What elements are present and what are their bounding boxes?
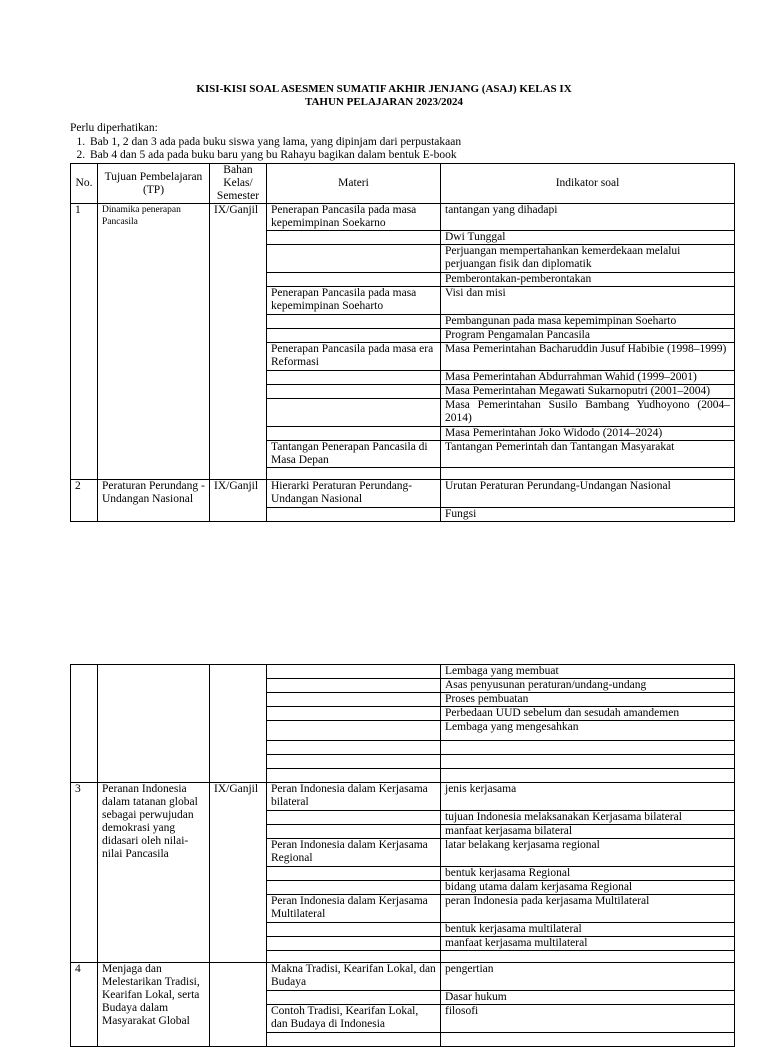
materi-cell: Penerapan Pancasila pada masa kepemimpinan Soekarno — [267, 204, 441, 231]
indikator-cell: Dasar hukum — [441, 991, 735, 1005]
table-header-row — [71, 164, 735, 204]
indikator-cell: bentuk kerjasama Regional — [441, 867, 735, 881]
kelas-cell: IX/Ganjil — [210, 783, 267, 963]
materi-cell — [267, 665, 441, 679]
notes-section — [70, 122, 461, 163]
materi-cell — [267, 741, 441, 755]
materi-cell — [267, 937, 441, 951]
indikator-cell — [441, 741, 735, 755]
header-tp: Tujuan Pembelajaran (TP) — [98, 164, 210, 204]
note-item: 1. Bab 1, 2 dan 3 ada pada buku siswa yang lama, yang dipinjam dari perpustakaan — [88, 136, 461, 150]
materi-cell — [267, 951, 441, 963]
kelas-cell: IX/Ganjil — [210, 480, 267, 522]
materi-cell — [267, 427, 441, 441]
materi-cell — [267, 707, 441, 721]
indikator-cell: filosofi — [441, 1005, 735, 1033]
indikator-cell: Perbedaan UUD sebelum dan sesudah amandemen — [441, 707, 735, 721]
tp-cell — [98, 665, 210, 783]
table-row — [71, 963, 735, 991]
indikator-cell: manfaat kerjasama bilateral — [441, 825, 735, 839]
table-row — [71, 204, 735, 231]
indikator-cell: peran Indonesia pada kerjasama Multilateral — [441, 895, 735, 923]
row-number: 2 — [71, 480, 98, 522]
materi-cell — [267, 245, 441, 273]
materi-cell — [267, 679, 441, 693]
materi-cell — [267, 468, 441, 480]
kelas-cell — [210, 665, 267, 783]
indikator-cell: Masa Pemerintahan Abdurrahman Wahid (1999–2001) — [441, 371, 735, 385]
note-item: 2. Bab 4 dan 5 ada pada buku baru yang bu Rahayu bagikan dalam bentuk E-book — [88, 149, 461, 163]
header-materi: Materi — [267, 164, 441, 204]
materi-cell — [267, 508, 441, 522]
materi-cell — [267, 315, 441, 329]
indikator-cell — [441, 1033, 735, 1047]
table-row — [71, 665, 735, 679]
materi-cell — [267, 231, 441, 245]
tp-cell: Peranan Indonesia dalam tatanan global sebagai perwujudan demokrasi yang didasari oleh nilai-nilai Pancasila — [98, 783, 210, 963]
indikator-cell: Perjuangan mempertahankan kemerdekaan melalui perjuangan fisik dan diplomatik — [441, 245, 735, 273]
indikator-cell — [441, 769, 735, 783]
indikator-cell: jenis kerjasama — [441, 783, 735, 811]
materi-cell — [267, 385, 441, 399]
materi-cell — [267, 273, 441, 287]
indikator-cell: Visi dan misi — [441, 287, 735, 315]
indikator-cell: bidang utama dalam kerjasama Regional — [441, 881, 735, 895]
materi-cell: Penerapan Pancasila pada masa era Reformasi — [267, 343, 441, 371]
kelas-cell: IX/Ganjil — [210, 204, 267, 480]
indikator-cell: Dwi Tunggal — [441, 231, 735, 245]
indikator-cell — [441, 951, 735, 963]
kelas-cell — [210, 963, 267, 1047]
materi-cell — [267, 1033, 441, 1047]
tp-cell: Dinamika penerapan Pancasila — [98, 204, 210, 480]
document-subtitle: TAHUN PELAJARAN 2023/2024 — [304, 96, 464, 108]
materi-cell — [267, 399, 441, 427]
kisi-kisi-table-page-1 — [70, 163, 735, 522]
header-bahan: Bahan Kelas/ Semester — [210, 164, 267, 204]
table-row — [71, 783, 735, 811]
indikator-cell — [441, 755, 735, 769]
materi-cell: Peran Indonesia dalam Kerjasama bilateral — [267, 783, 441, 811]
row-number — [71, 665, 98, 783]
materi-cell: Penerapan Pancasila pada masa kepemimpinan Soeharto — [267, 287, 441, 315]
tp-cell: Menjaga dan Melestarikan Tradisi, Kearifan Lokal, serta Budaya dalam Masyarakat Global — [98, 963, 210, 1047]
indikator-cell: pengertian — [441, 963, 735, 991]
indikator-cell: bentuk kerjasama multilateral — [441, 923, 735, 937]
table-row — [71, 480, 735, 508]
indikator-cell: latar belakang kerjasama regional — [441, 839, 735, 867]
document-title: KISI-KISI SOAL ASESMEN SUMATIF AKHIR JENJANG (ASAJ) KELAS IX — [196, 83, 572, 95]
indikator-cell: Pemberontakan-pemberontakan — [441, 273, 735, 287]
materi-cell: Peran Indonesia dalam Kerjasama Multilateral — [267, 895, 441, 923]
materi-cell — [267, 923, 441, 937]
indikator-cell: tujuan Indonesia melaksanakan Kerjasama bilateral — [441, 811, 735, 825]
notes-heading: Perlu diperhatikan: — [70, 122, 158, 134]
materi-cell: Contoh Tradisi, Kearifan Lokal, dan Budaya di Indonesia — [267, 1005, 441, 1033]
materi-cell — [267, 329, 441, 343]
indikator-cell: tantangan yang dihadapi — [441, 204, 735, 231]
row-number: 4 — [71, 963, 98, 1047]
materi-cell — [267, 769, 441, 783]
header-indikator: Indikator soal — [441, 164, 735, 204]
indikator-cell: Proses pembuatan — [441, 693, 735, 707]
indikator-cell: Masa Pemerintahan Susilo Bambang Yudhoyono (2004–2014) — [441, 399, 735, 427]
materi-cell — [267, 825, 441, 839]
materi-cell: Hierarki Peraturan Perundang-Undangan Nasional — [267, 480, 441, 508]
materi-cell — [267, 693, 441, 707]
indikator-cell: Asas penyusunan peraturan/undang-undang — [441, 679, 735, 693]
kisi-kisi-table-page-2 — [70, 664, 735, 1047]
materi-cell: Peran Indonesia dalam Kerjasama Regional — [267, 839, 441, 867]
materi-cell — [267, 881, 441, 895]
materi-cell — [267, 991, 441, 1005]
indikator-cell: Masa Pemerintahan Joko Widodo (2014–2024) — [441, 427, 735, 441]
indikator-cell: Lembaga yang membuat — [441, 665, 735, 679]
materi-cell — [267, 755, 441, 769]
row-number: 3 — [71, 783, 98, 963]
indikator-cell: manfaat kerjasama multilateral — [441, 937, 735, 951]
materi-cell — [267, 867, 441, 881]
tp-cell: Peraturan Perundang -Undangan Nasional — [98, 480, 210, 522]
materi-cell: Makna Tradisi, Kearifan Lokal, dan Budaya — [267, 963, 441, 991]
materi-cell — [267, 371, 441, 385]
notes-list — [70, 136, 461, 163]
indikator-cell: Tantangan Pemerintah dan Tantangan Masyarakat — [441, 441, 735, 468]
indikator-cell: Masa Pemerintahan Bacharuddin Jusuf Habibie (1998–1999) — [441, 343, 735, 371]
indikator-cell: Pembangunan pada masa kepemimpinan Soeharto — [441, 315, 735, 329]
materi-cell — [267, 721, 441, 741]
row-number: 1 — [71, 204, 98, 480]
indikator-cell: Fungsi — [441, 508, 735, 522]
header-no: No. — [71, 164, 98, 204]
indikator-cell: Urutan Peraturan Perundang-Undangan Nasional — [441, 480, 735, 508]
materi-cell — [267, 811, 441, 825]
indikator-cell: Masa Pemerintahan Megawati Sukarnoputri (2001–2004) — [441, 385, 735, 399]
materi-cell: Tantangan Penerapan Pancasila di Masa Depan — [267, 441, 441, 468]
indikator-cell — [441, 468, 735, 480]
indikator-cell: Program Pengamalan Pancasila — [441, 329, 735, 343]
indikator-cell: Lembaga yang mengesahkan — [441, 721, 735, 741]
